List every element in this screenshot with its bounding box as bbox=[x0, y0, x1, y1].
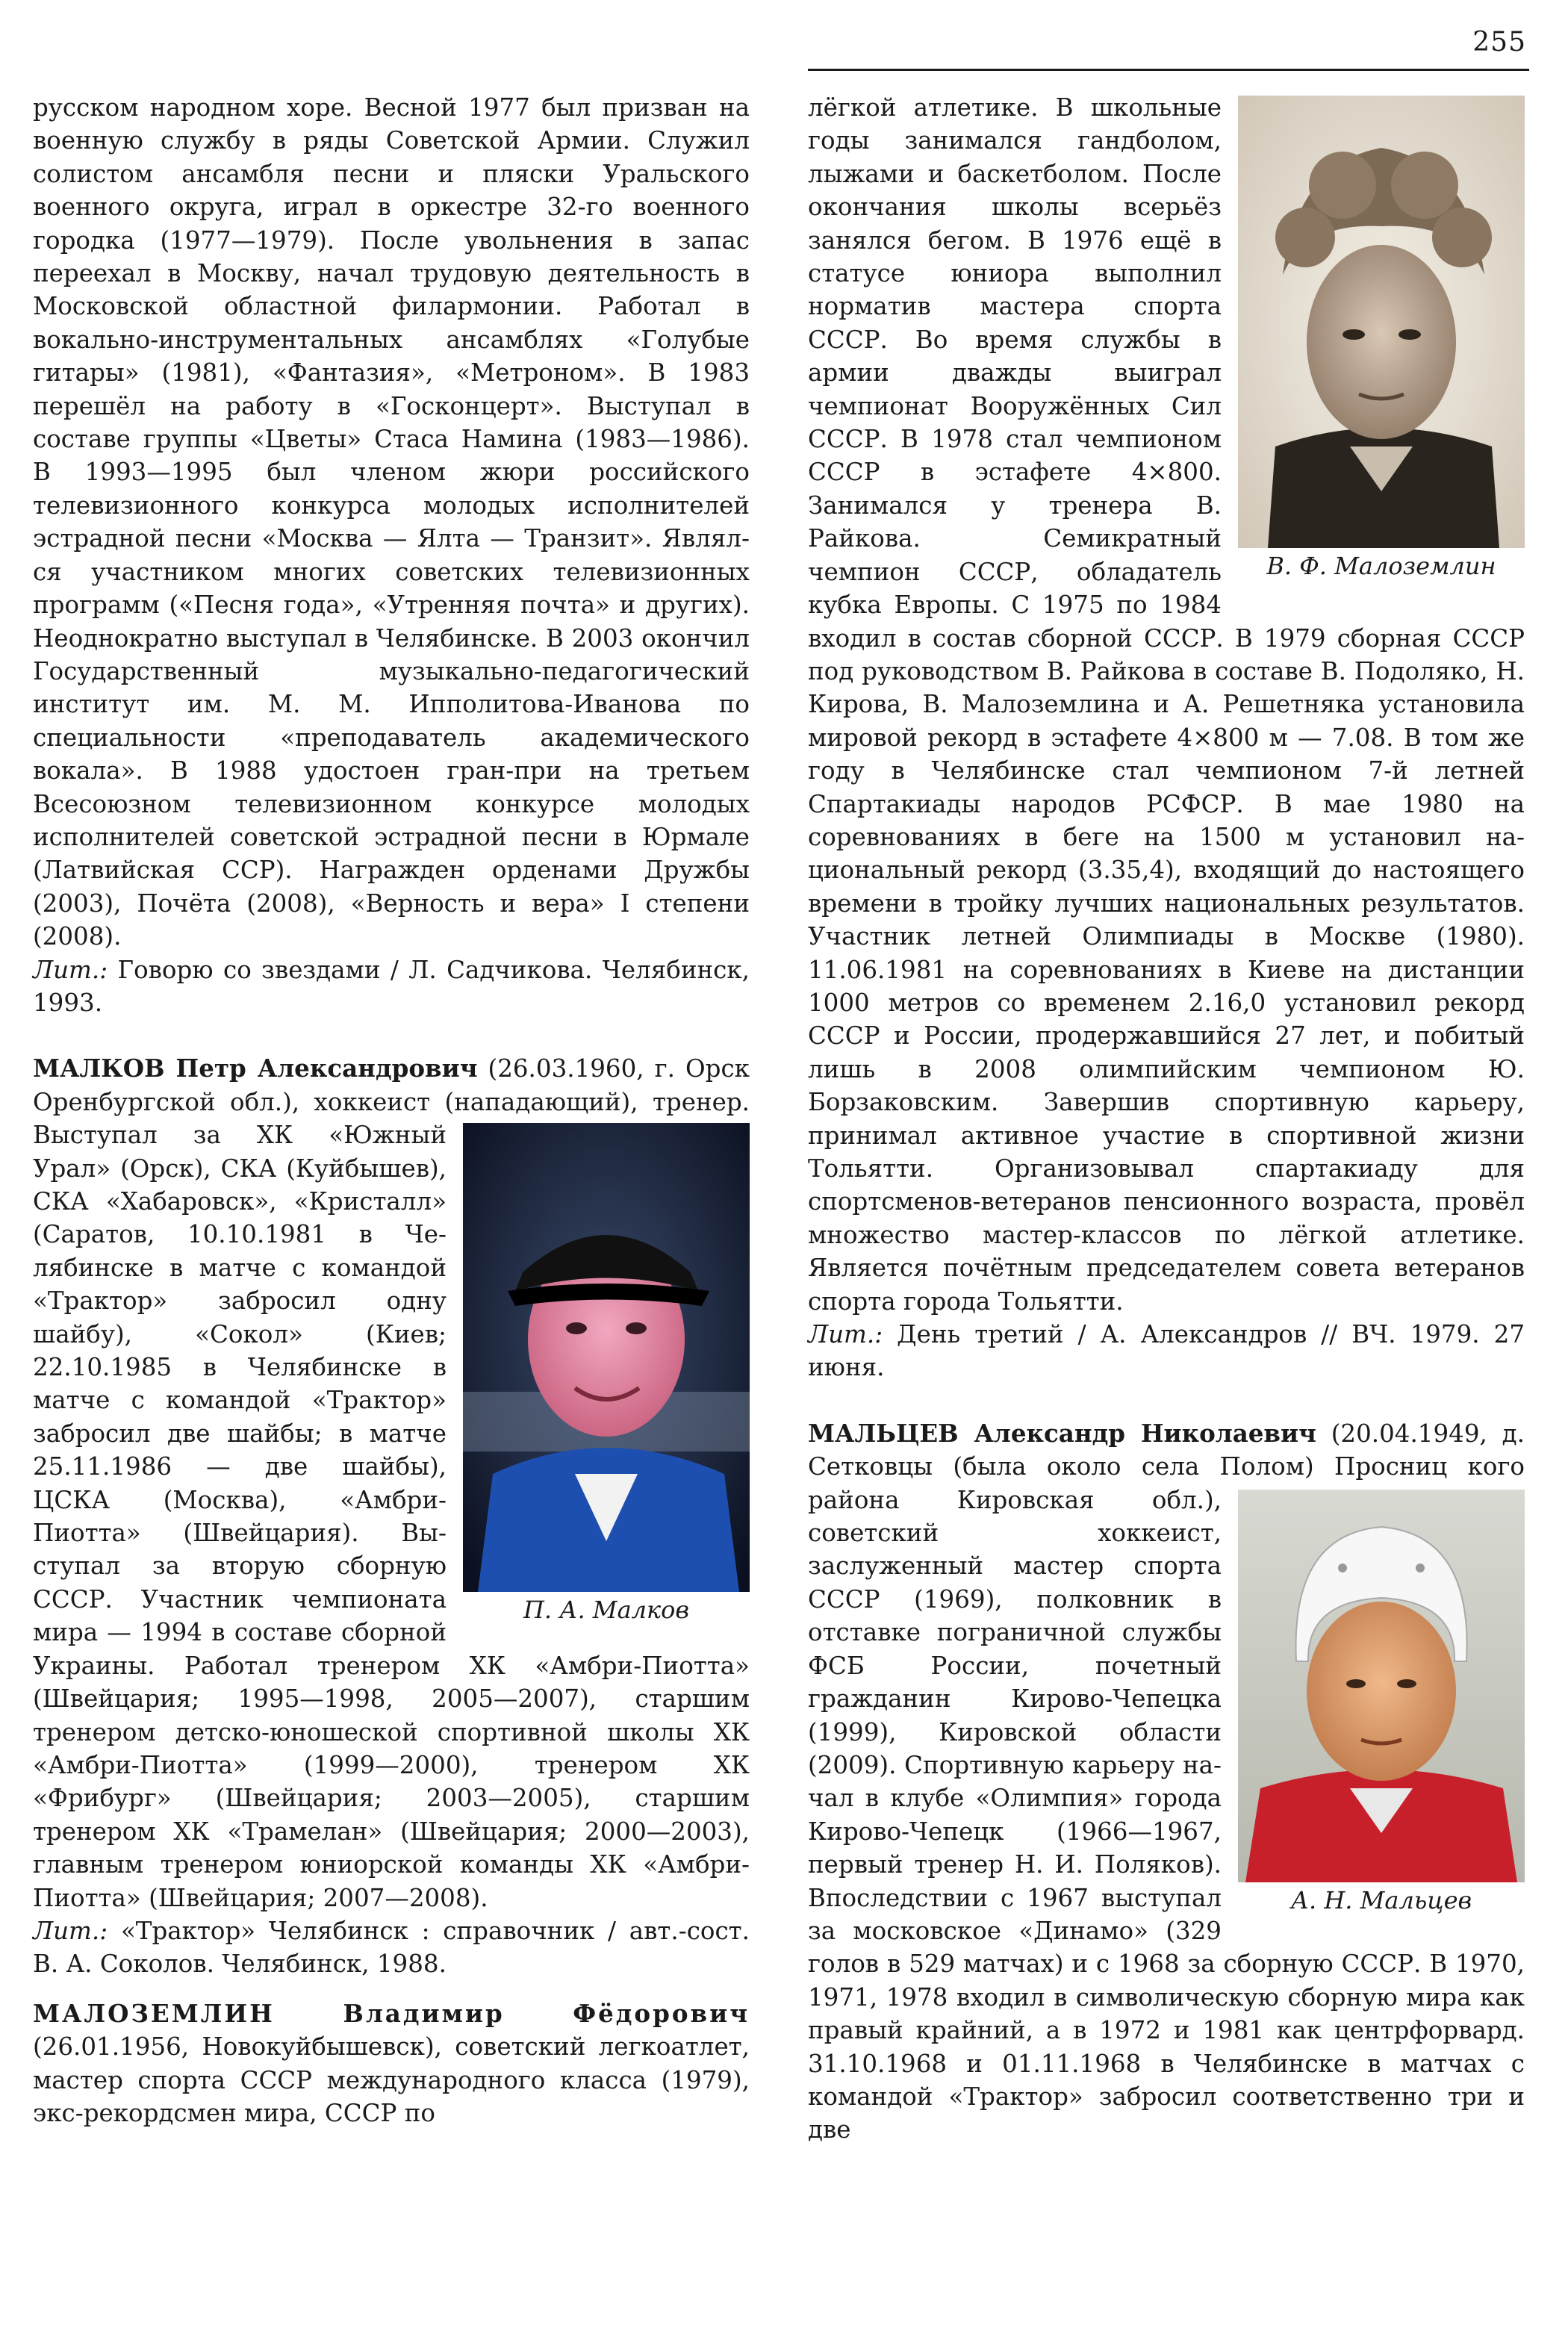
maltsev-name: МАЛЬЦЕВ Александр Николаевич bbox=[808, 1418, 1316, 1448]
malkov-text-before-photo: (26.03.1960, г. Орск Оренбургской обл.), хоккеист (нападающий), тренер. bbox=[33, 1054, 750, 1116]
malkov-paragraph bbox=[33, 1052, 750, 1914]
malozemlin-paragraph-start bbox=[33, 1997, 750, 2130]
intro-literature bbox=[33, 953, 750, 1020]
malozemlin-text-start: (26.01.1956, Новокуйбышевск), советский легкоатлет, мастер спорта СССР международного класса (1979), экс-рекордсмен мира, СССР по bbox=[33, 2032, 750, 2127]
malozemlin-lit-text: День третий / А. Александров // ВЧ. 1979. 27 июня. bbox=[808, 1320, 1525, 1382]
malkov-lit-label: Лит.: bbox=[33, 1916, 108, 1945]
maltsev-paragraph bbox=[808, 1417, 1525, 2147]
maltsev-text-before-photo: (20.04.1949, д. Сетковцы (была около села Полом) Просниц bbox=[808, 1419, 1525, 1481]
malkov-photo-box bbox=[463, 1123, 750, 1626]
entry-malkov bbox=[33, 1052, 750, 1980]
malozemlin-literature bbox=[808, 1318, 1525, 1384]
page-number: 255 bbox=[1472, 27, 1526, 57]
maltsev-text-after-photo: кого района Кировская обл.), советский хоккеист, заслуженный мастер спорта СССР (1969), полковник в отставке пограничной службы ФСБ России, почетный гражданин Кирово-Чепецка (1999), Кировской области (2009). Спортивную карьеру начал в клубе «Олимпия» города Кирово-Чепецк (1966—1967, первый тренер Н. И. Поляков). Впоследствии с 1967 выступал за московское «Динамо» (329 голов в 529 матчах) и с 1968 за сборную СССР. В 1970, 1971, 1978 входил в символическую сборную мира как правый крайний, а в 1972 и 1981 как центрфорвард. 31.10.1968 и 01.11.1968 в Челябинске в матчах с командой «Трактор» забросил соответственно три и две bbox=[808, 1452, 1525, 2144]
entry-maltsev bbox=[808, 1417, 1525, 2147]
entry-malozemlin-continued bbox=[808, 91, 1525, 1384]
left-column bbox=[33, 91, 750, 2129]
malozemlin-photo-caption: В. Ф. Малоземлин bbox=[1266, 552, 1496, 580]
malkov-portrait-image bbox=[463, 1123, 750, 1592]
header-rule bbox=[808, 69, 1529, 71]
maltsev-photo-caption: А. Н. Мальцев bbox=[1290, 1885, 1472, 1914]
malozemlin-photo bbox=[1238, 96, 1525, 548]
malkov-lit-text: «Трактор» Челябинск : справочник / авт.-сост. В. А. Соколов. Челябинск, 1988. bbox=[33, 1916, 750, 1979]
intro-text: русском народном хоре. Весной 1977 был призван на военную службу в ряды Советской Армии. Служил солистом ансамбля песни и пляски Уральского военного округа, играл в оркестре 32-го военного городка (1977—1979). После увольнения в запас переехал в Москву, начал трудовую деятельность в Московской областной филармонии. Работал в вокально-инструментальных ансамблях «Голубые гитары» (1981), «Фантазия», «Метроном». В 1983 перешёл на работу в «Госконцерт». Выступал в составе группы «Цветы» Стаса Намина (1983—1986). В 1993—1995 был членом жюри российского телевизионного конкурса молодых исполнителей эстрадной песни «Москва — Ялта — Транзит». Являлся участником многих советских телевизионных программ («Песня года», «Утренняя почта» и других). Неоднократно выступал в Челябинске. В 2003 окончил Государственный музыкально-педагогический институт им. М. М. Ипполитова-Иванова по специальности «преподаватель академического вокала». В 1988 удостоен гран-при на третьем Всесоюзном телевизионном конкурсе молодых исполнителей советской эстрадной песни в Юрмале (Латвийская ССР). Награжден орденами Дружбы (2003), Почёта (2008), «Верность и вера» I степени (2008). bbox=[33, 93, 750, 951]
malozemlin-name: МАЛОЗЕМЛИН Владимир Фёдорович bbox=[33, 1998, 750, 2028]
maltsev-photo bbox=[1238, 1490, 1525, 1882]
intro-lit-label: Лит.: bbox=[33, 955, 108, 984]
intro-lit-text: Говорю со звездами / Л. Садчикова. Челябинск, 1993. bbox=[33, 955, 750, 1017]
malkov-photo-caption: П. А. Малков bbox=[523, 1596, 690, 1625]
malkov-literature bbox=[33, 1914, 750, 1981]
malozemlin-text-continued: лёгкой атлетике. В школьные годы занимался гандболом, лыжами и баскетболом. После окончания школы всерьёз занялся бегом. В 1976 ещё в статусе юниора выполнил норматив мастера спорта СССР. Во время службы в армии дважды выиграл чемпионат Вооружённых Сил СССР. В 1978 стал чемпионом СССР в эстафете 4×800. Занимался у тренера В. Райкова. Семикратный чемпион СССР, обладатель кубка Европы. С 1975 по 1984 входил в состав сборной СССР. В 1979 сборная СССР под руководством В. Райкова в составе В. Подоляко, Н. Кирова, В. Малоземлина и А. Решетняка установила мировой рекорд в эстафете 4×800 м — 7.08. В том же году в Челябинске стал чемпионом 7-й летней Спартакиады народов РСФСР. В мае 1980 на соревнованиях в беге на 1500 м установил национальный рекорд (3.35,4), входящий до настоящего времени в тройку лучших национальных результатов. Участник летней Олимпиады в Москве (1980). 11.06.1981 на соревнованиях в Киеве на дистанции 1000 метров со временем 2.16,0 установил рекорд СССР и России, продержавшийся 27 лет, и побитый лишь в 2008 олимпийским чемпионом Ю. Борзаковским. Завершив спортивную карьеру, принимал активное участие в спортивной жизни Тольятти. Организовывал спартакиаду для спортсменов-ветеранов пенсионного возраста, провёл множество мастер-классов по лёгкой атлетике. Является почётным председателем совета ветеранов спорта города Тольятти. bbox=[808, 93, 1525, 1316]
right-column bbox=[808, 91, 1525, 2147]
maltsev-photo-box bbox=[1238, 1490, 1525, 1917]
malkov-text-after-photo: Выступал за ХК «Южный Урал» (Орск), СКА (Куйбышев), СКА «Хабаровск», «Кристалл» (Саратов, 10.10.1981 в Челябинске в матче с командой «Трактор» забросил одну шайбу), «Сокол» (Киев; 22.10.1985 в Челябинске в матче с командой «Трактор» забросил две шайбы; в матче 25.11.1986 — две шайбы), ЦСКА (Москва), «Амбри-Пиотта» (Швейцария). Выступал за вторую сборную СССР. Участник чемпионата мира — 1994 в составе сборной Украины. Работал тренером ХК «Амбри-Пиотта» (Швейцария; 1995—1998, 2005—2007), старшим тренером детско-юношеской спортивной школы ХК «Амбри-Пиотта» (1999—2000), тренером ХК «Фрибург» (Швейцария; 2003—2005), старшим тренером ХК «Трамелан» (Швейцария; 2000—2003), главным тренером юниорской команды ХК «Амбри-Пиотта» (Швейцария; 2007—2008). bbox=[33, 1121, 750, 1912]
entry-malozemlin-start bbox=[33, 1997, 750, 2130]
intro-paragraph bbox=[33, 91, 750, 953]
malozemlin-portrait-image bbox=[1238, 96, 1525, 548]
malkov-name: МАЛКОВ Петр Александрович bbox=[33, 1054, 478, 1083]
maltsev-portrait-image bbox=[1238, 1490, 1525, 1882]
malozemlin-photo-box bbox=[1238, 96, 1525, 582]
malozemlin-lit-label: Лит.: bbox=[808, 1320, 883, 1349]
malkov-photo bbox=[463, 1123, 750, 1592]
